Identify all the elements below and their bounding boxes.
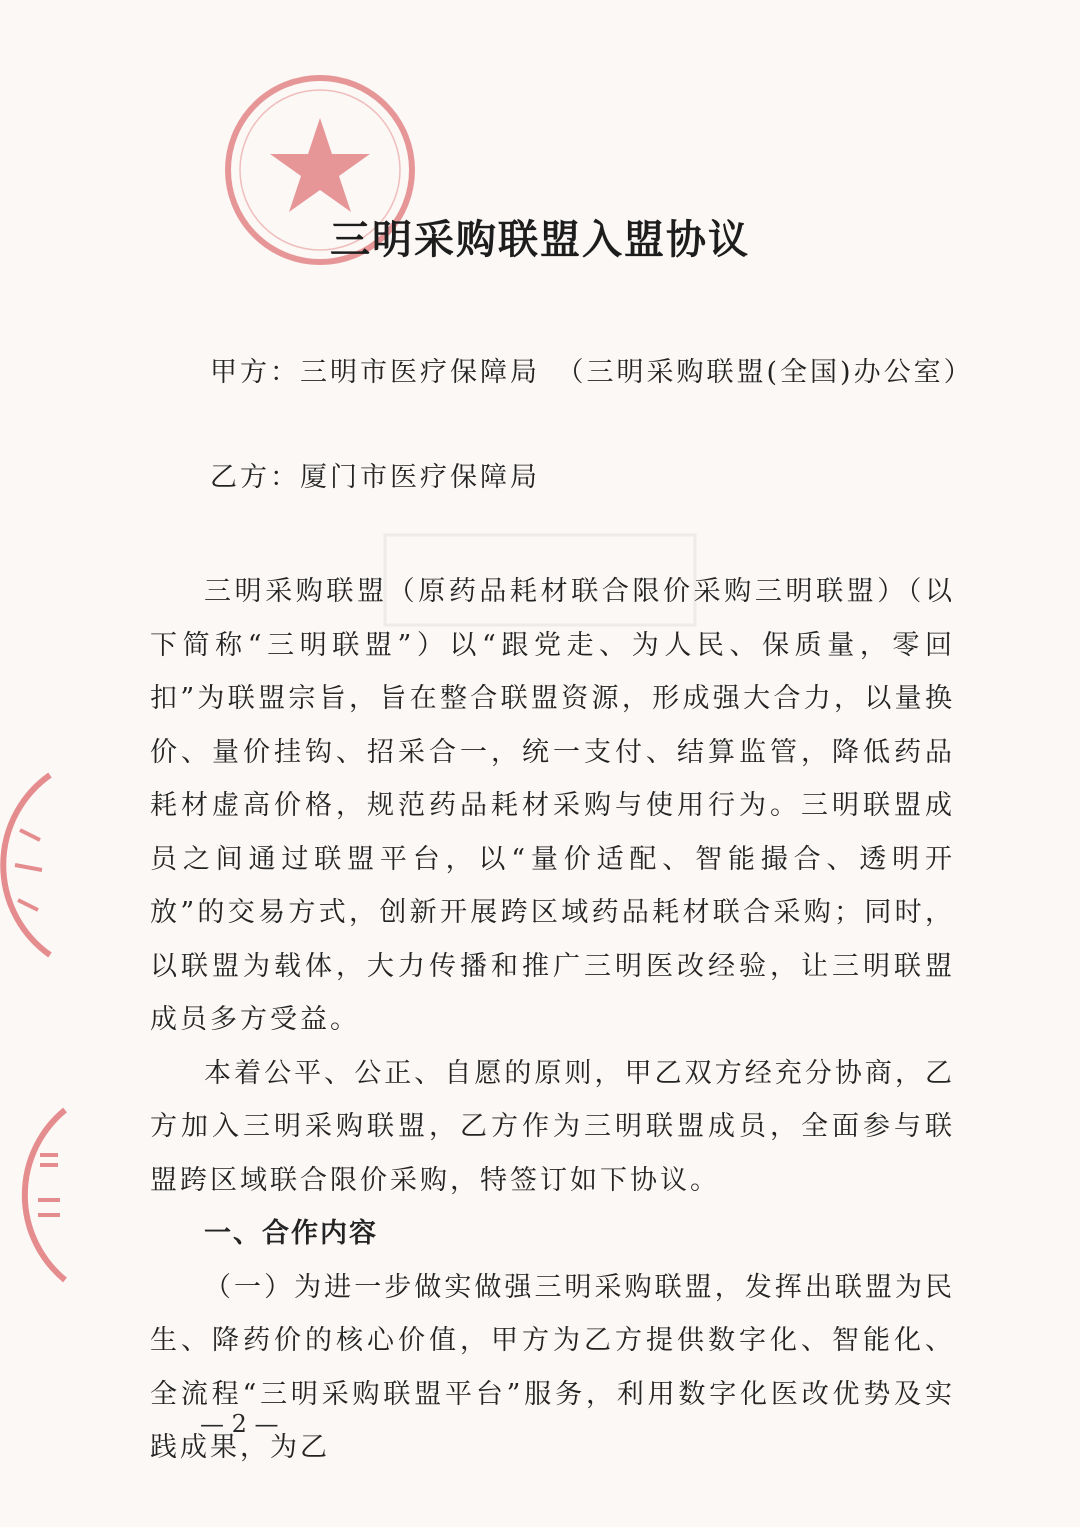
section-heading: 一、合作内容: [204, 1218, 378, 1249]
paragraph-intro: 三明采购联盟（原药品耗材联合限价采购三明联盟）（以下简称“三明联盟”）以“跟党走、为人民、保质量，零回扣”为联盟宗旨，旨在整合联盟资源，形成强大合力，以量换价、量价挂钩、招采合一，统一支付、结算监管，降低药品耗材虚高价格，规范药品耗材采购与使用行为。三明联盟成员之间通过联盟平台，以“量价适配、智能撮合、透明开放”的交易方式，创新开展跨区域药品耗材联合采购；同时，以联盟为载体，大力传播和推广三明医改经验，让三明联盟成员多方受益。: [150, 576, 955, 1035]
clause-1: （一）为进一步做实做强三明采购联盟，发挥出联盟为民生、降药价的核心价值，甲方为乙方提供数字化、智能化、全流程“三明采购联盟平台”服务，利用数字化医改优势及实践成果，为乙: [150, 1271, 955, 1463]
party-b: 乙方：厦门市医疗保障局: [210, 462, 540, 493]
edge-seal-fragment-icon: [0, 770, 60, 960]
document-body: [150, 565, 955, 1475]
party-a: 甲方：三明市医疗保障局 （三明采购联盟(全国)办公室）: [210, 357, 974, 388]
document-title: 三明采购联盟入盟协议: [330, 216, 750, 263]
edge-seal-fragment-icon: [0, 1105, 75, 1285]
page-number: — 2 —: [200, 1410, 279, 1438]
paragraph-principle: 本着公平、公正、自愿的原则，甲乙双方经充分协商，乙方加入三明采购联盟，乙方作为三明联盟成员，全面参与联盟跨区域联合限价采购，特签订如下协议。: [150, 1057, 955, 1196]
